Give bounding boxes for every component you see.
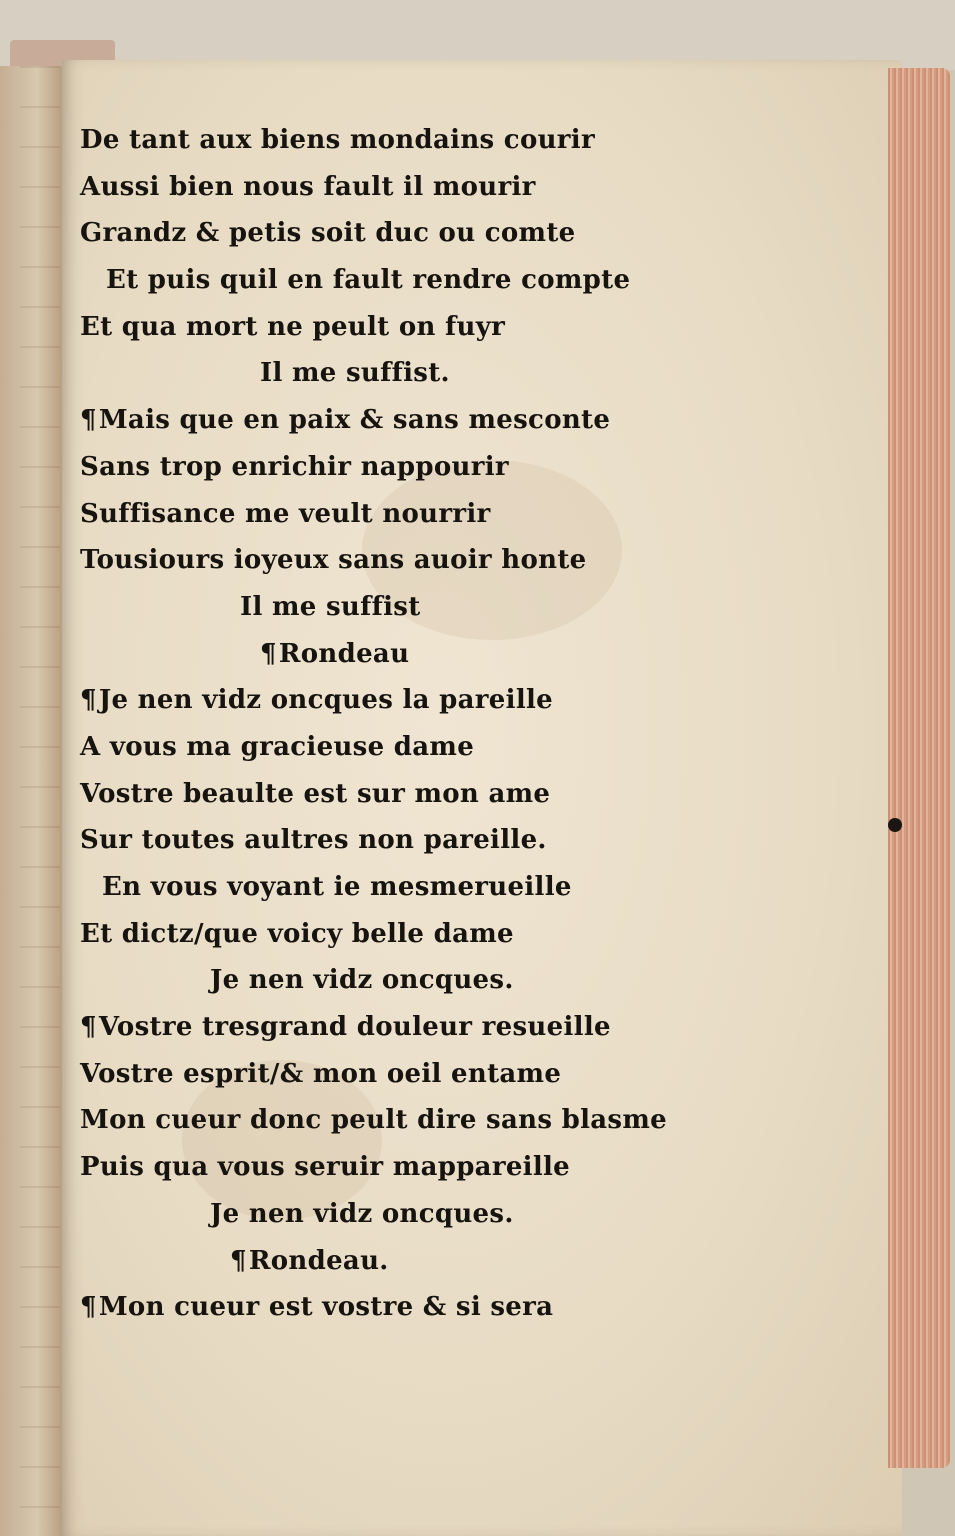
- pilcrow-mark: ¶: [80, 1292, 97, 1323]
- text-line: [80, 677, 720, 724]
- verso-show-through: [20, 66, 60, 1536]
- text-line-content: Sans trop enrichir nappourir: [80, 451, 509, 482]
- pilcrow-mark: ¶: [80, 405, 97, 436]
- pilcrow-mark: ¶: [230, 1245, 247, 1276]
- text-line: [80, 397, 720, 444]
- text-line-content: Il me suffist.: [260, 358, 450, 389]
- text-line: [80, 491, 720, 538]
- text-line-content: Tousiours ioyeux sans auoir honte: [80, 545, 587, 576]
- verso-page-edge: [0, 66, 65, 1536]
- text-line: [80, 911, 720, 958]
- text-line: [80, 1144, 720, 1191]
- text-line-content: Vostre beaulte est sur mon ame: [80, 778, 551, 809]
- text-line-content: Il me suffist: [240, 591, 421, 622]
- text-line: [80, 631, 720, 678]
- text-line-content: Je nen vidz oncques la pareille: [98, 685, 554, 716]
- text-line-content: Vostre tresgrand douleur resueille: [98, 1012, 611, 1043]
- text-line: [80, 1004, 720, 1051]
- text-line: [80, 724, 720, 771]
- text-line: [80, 304, 720, 351]
- pilcrow-mark: ¶: [80, 685, 97, 716]
- text-line: [80, 864, 720, 911]
- text-line-content: A vous ma gracieuse dame: [80, 731, 475, 762]
- text-line: [80, 957, 720, 1004]
- ink-dot-mark: [888, 818, 902, 832]
- fore-edge: [888, 68, 950, 1468]
- text-line-content: Mon cueur donc peult dire sans blasme: [80, 1105, 667, 1136]
- handwritten-scribble: [200, 1380, 900, 1450]
- text-line: [80, 164, 720, 211]
- text-line-content: Et qua mort ne peult on fuyr: [80, 311, 506, 342]
- text-line-content: Rondeau.: [248, 1245, 389, 1276]
- text-line-content: Aussi bien nous fault il mourir: [80, 171, 536, 202]
- text-line-content: Suffisance me veult nourrir: [80, 498, 491, 529]
- text-line: [80, 771, 720, 818]
- text-line: [80, 1191, 720, 1238]
- text-line-content: Rondeau: [278, 638, 410, 669]
- text-line: [80, 1284, 720, 1331]
- text-line-content: Puis qua vous seruir mappareille: [80, 1152, 571, 1183]
- text-line: [80, 537, 720, 584]
- poem-text-block: [80, 117, 720, 1331]
- text-line: [80, 817, 720, 864]
- text-line-content: En vous voyant ie mesmerueille: [102, 872, 572, 902]
- text-line: [80, 584, 720, 631]
- text-line-content: Et dictz/que voicy belle dame: [80, 918, 514, 949]
- text-line-content: Mais que en paix & sans mesconte: [98, 405, 611, 436]
- text-line-content: Je nen vidz oncques.: [210, 1198, 514, 1229]
- text-line-content: Vostre esprit/& mon oeil entame: [80, 1058, 562, 1089]
- text-line-content: Sur toutes aultres non pareille.: [80, 825, 547, 856]
- pilcrow-mark: ¶: [260, 638, 277, 669]
- text-line: [80, 1051, 720, 1098]
- text-line: [80, 257, 720, 304]
- text-line: [80, 210, 720, 257]
- text-line: [80, 117, 720, 164]
- text-line-content: Grandz & petis soit duc ou comte: [80, 218, 576, 249]
- text-line-content: Et puis quil en fault rendre compte: [106, 265, 631, 296]
- text-line-content: Je nen vidz oncques.: [210, 965, 514, 996]
- text-line: [80, 1238, 720, 1285]
- pilcrow-mark: ¶: [80, 1012, 97, 1043]
- text-line: [80, 1097, 720, 1144]
- text-line-content: Mon cueur est vostre & si sera: [98, 1292, 554, 1323]
- text-line-content: De tant aux biens mondains courir: [80, 125, 595, 155]
- text-line: [80, 350, 720, 397]
- text-line: [80, 444, 720, 491]
